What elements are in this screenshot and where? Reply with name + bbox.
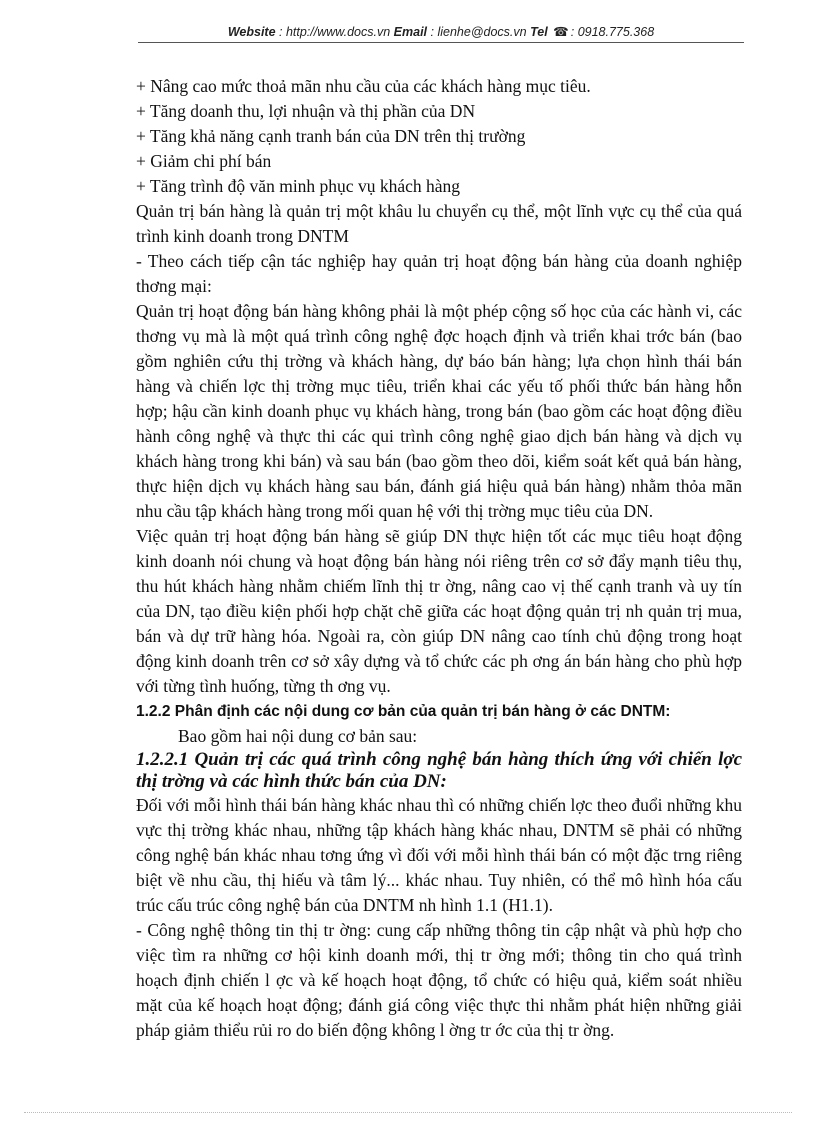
paragraph: - Theo cách tiếp cận tác nghiệp hay quản trị hoạt động bán hàng của doanh nghiệp thơng mại: <box>136 251 742 296</box>
bullet-item: + Giảm chi phí bán <box>136 151 272 171</box>
website-label: Website <box>227 25 276 39</box>
paragraph: Đối với mỗi hình thái bán hàng khác nhau thì có những chiến lợc theo đuổi những khu vực thị trờng khác nhau, những tập khách hàng khác nhau, DNTM sẽ phải có những công nghệ bán khác nhau tơng ứng vì đối với mỗi hình thái bán có một đặc trng riêng biệt về nhu cầu, thị hiếu và tâm lý... khác nhau. Tuy nhiên, có thể mô hình hóa cấu trúc cấu trúc công nghệ bán của DNTM nh hình 1.1 (H1.1). <box>136 795 742 915</box>
bullet-item: + Tăng khả năng cạnh tranh bán của DN trên thị trường <box>136 126 526 146</box>
bullet-item: + Nâng cao mức thoả mãn nhu cầu của các khách hàng mục tiêu. <box>136 76 591 96</box>
paragraph: Bao gồm hai nội dung cơ bản sau: <box>178 726 418 746</box>
bullet-item: + Tăng trình độ văn minh phục vụ khách hàng <box>136 176 460 196</box>
bullet-item: + Tăng doanh thu, lợi nhuận và thị phần của DN <box>136 101 476 121</box>
tel-number: : 0918.775.368 <box>570 25 655 39</box>
document-body <box>136 74 742 1043</box>
header-divider <box>138 42 744 43</box>
section-heading: 1.2.2 Phân định các nội dung cơ bản của quản trị bán hàng ở các DNTM: <box>136 703 671 720</box>
email-label: Email <box>393 25 428 39</box>
telephone-icon: ☎ <box>553 25 569 39</box>
subsection-heading: 1.2.2.1 Quản trị các quá trình công nghệ bán hàng thích ứng với chiến lợc thị trờng và các hình thức bán của DN: <box>136 749 742 792</box>
paragraph: Việc quản trị hoạt động bán hàng sẽ giúp DN thực hiện tốt các mục tiêu hoạt động kinh doanh nói chung và hoạt động bán hàng nói riêng trên cơ sở đẩy mạnh tiêu thụ, thu hút khách hàng nhằm chiếm lĩnh thị tr ờng, nâng cao vị thế cạnh tranh và uy tín của DN, tạo điều kiện phối hợp chặt chẽ giữa các hoạt động quản trị nh quản trị mua, bán và dự trữ hàng hóa. Ngoài ra, còn giúp DN nâng cao tính chủ động trong hoạt động kinh doanh trên cơ sở xây dựng và tổ chức các ph ơng án bán hàng cho phù hợp với từng tình huống, từng th ơng vụ. <box>136 526 742 696</box>
footer-divider <box>24 1112 792 1113</box>
email-address: : lienhe@docs.vn <box>430 25 527 39</box>
tel-label: Tel <box>530 25 548 39</box>
paragraph: Quản trị hoạt động bán hàng không phải là một phép cộng số học của các hành vi, các thơng vụ mà là một quá trình công nghệ đợc hoạch định và triển khai trớc bán (bao gồm nghiên cứu thị trờng và khách hàng, dự báo bán hàng; lựa chọn hình thái bán hàng và chiến lợc thị trờng mục tiêu, triển khai các yếu tố phối thức bán hàng hỗn hợp; hậu cần kinh doanh phục vụ khách hàng, trong bán (bao gồm các hoạt động điều hành công nghệ và thực thi các qui trình công nghệ giao dịch bán hàng và dịch vụ khách hàng trong khi bán) và sau bán (bao gồm theo dõi, kiểm soát kết quả bán hàng, thực hiện dịch vụ khách hàng sau bán, đánh giá hiệu quả bán hàng) nhằm thỏa mãn nhu cầu tập khách hàng trong mối quan hệ với thị trờng mục tiêu của DN. <box>136 301 742 521</box>
paragraph: Quản trị bán hàng là quản trị một khâu lu chuyển cụ thể, một lĩnh vực cụ thể của quá trình kinh doanh trong DNTM <box>136 201 742 246</box>
website-url: : http://www.docs.vn <box>279 25 391 39</box>
paragraph: - Công nghệ thông tin thị tr ờng: cung cấp những thông tin cập nhật và phù hợp cho việc tìm ra những cơ hội kinh doanh mới, thị tr ờng mới; thông tin cho quá trình hoạch định chiến l ợc và kế hoạch hoạt động, tổ chức có hiệu quả, kiểm soát nhiều mặt của kế hoạch hoạt động; đánh giá công việc thực thi nhằm phát hiện những giải pháp giảm thiểu rủi ro do biến động không l ờng tr ớc của thị tr ờng. <box>136 920 742 1040</box>
page-header <box>138 24 744 39</box>
